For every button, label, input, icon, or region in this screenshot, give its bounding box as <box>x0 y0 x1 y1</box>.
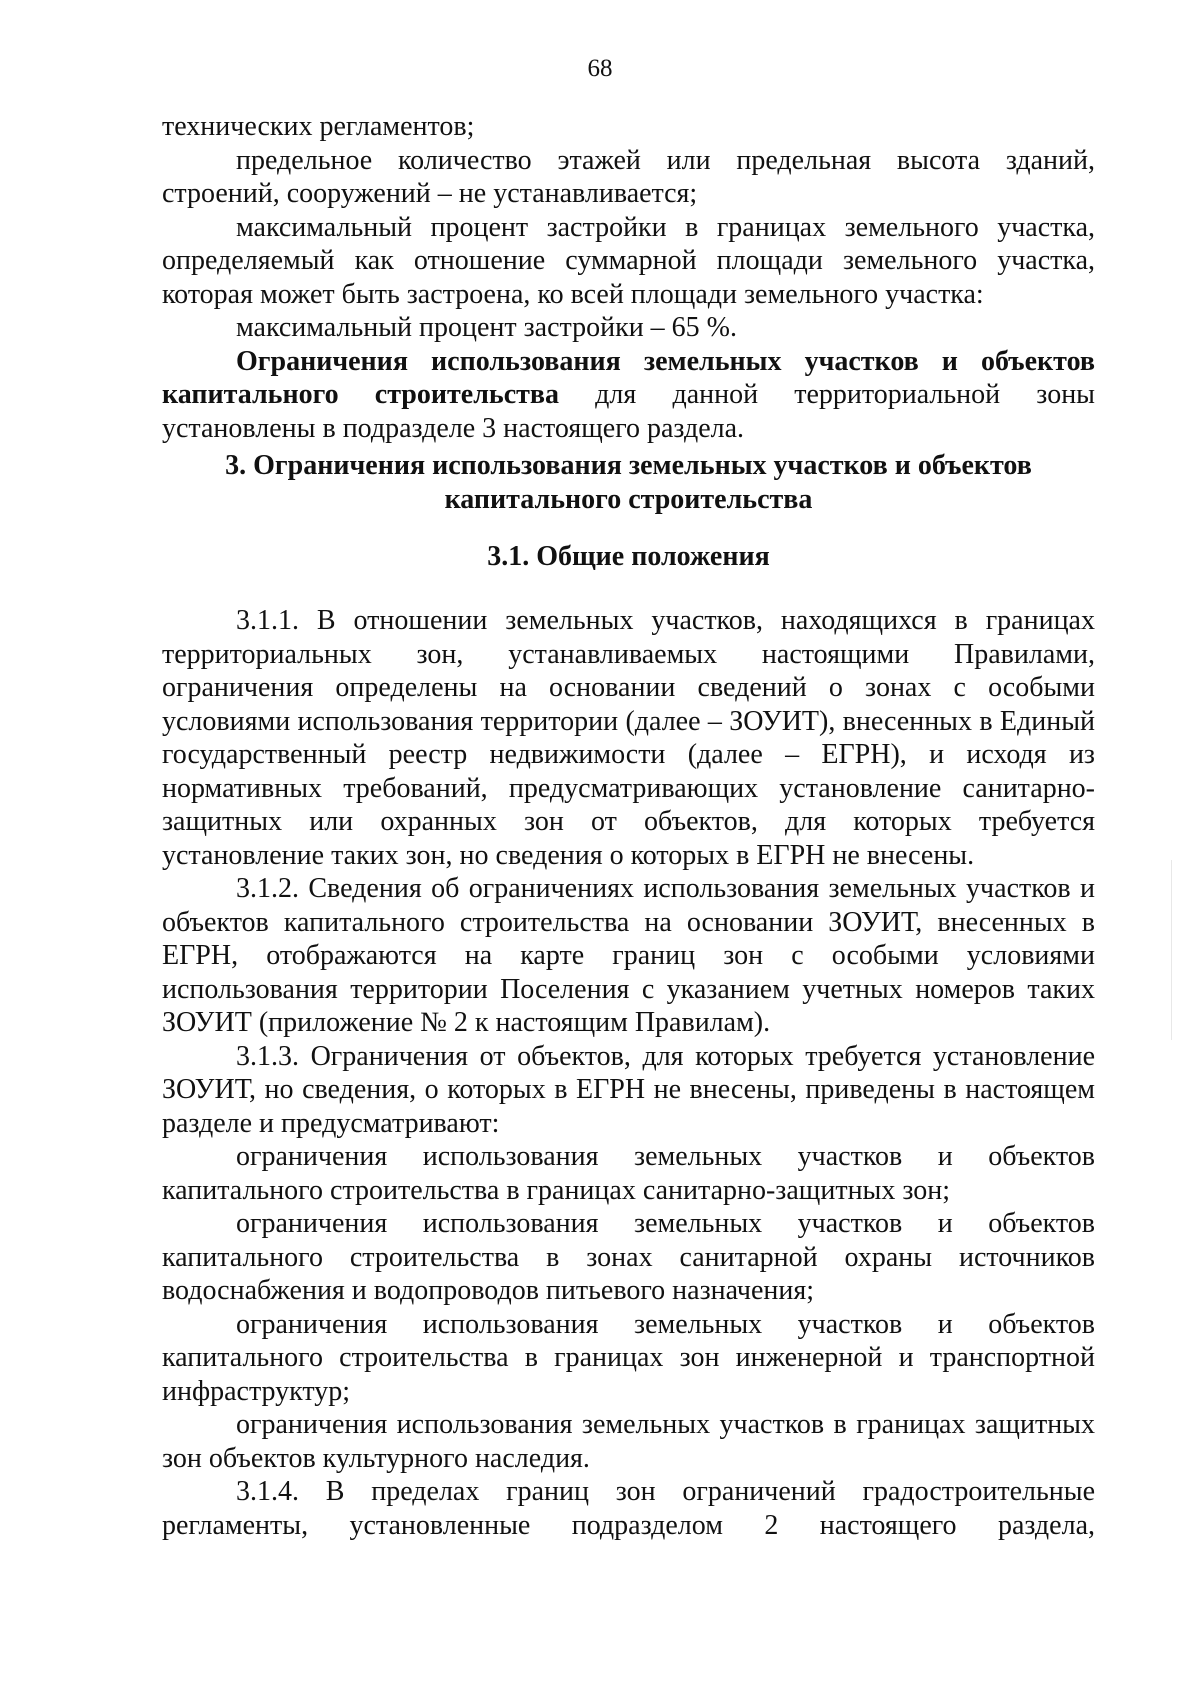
body-text-block <box>162 604 1095 1542</box>
subsection-heading: 3.1. Общие положения <box>487 541 770 572</box>
paragraph: максимальный процент застройки в границах земельного участка, определяемый как отношение суммарной площади земельного участка, которая может быть застроена, ко всей площади земельного участка: <box>162 211 1095 310</box>
section-heading-line1: 3. Ограничения использования земельных участков и объектов <box>225 450 1032 481</box>
page-number: 68 <box>587 55 613 82</box>
list-item: ограничения использования земельных участков в границах защитных зон объектов культурного наследия. <box>162 1409 1095 1474</box>
list-item: ограничения использования земельных участков и объектов капитального строительства в границах зон инженерной и транспортной инфраструктур; <box>162 1308 1095 1407</box>
paragraph: предельное количество этажей или предельная высота зданий, строений, сооружений – не устанавливается; <box>162 144 1095 209</box>
paragraph: максимальный процент застройки – 65 %. <box>236 312 738 343</box>
section-heading <box>162 449 1095 516</box>
restriction-bold-text: Ограничения использования земельных участков и объектов капитального строительства <box>162 345 1095 410</box>
paragraph-3-1-3: 3.1.3. Ограничения от объектов, для которых требуется установление ЗОУИТ, но сведения, о которых в ЕГРН не внесены, приведены в настоящем разделе и предусматривают: <box>162 1040 1095 1139</box>
paragraph-3-1-4: 3.1.4. В пределах границ зон ограничений градостроительные регламенты, установленные подразделом 2 настоящего раздела, <box>162 1476 1095 1541</box>
scan-edge-mark <box>1171 860 1172 1040</box>
paragraph-3-1-2: 3.1.2. Сведения об ограничениях использования земельных участков и объектов капитального строительства на основании ЗОУИТ, внесенных в ЕГРН, отображаются на карте границ зон с особыми условиями использования территории Поселения с указанием учетных номеров таких ЗОУИТ (приложение № 2 к настоящим Правилам). <box>162 873 1095 1038</box>
list-item: ограничения использования земельных участков и объектов капитального строительства в зонах санитарной охраны источников водоснабжения и водопроводов питьевого назначения; <box>162 1208 1095 1306</box>
paragraph: технических регламентов; <box>162 111 475 142</box>
restriction-rest-text: для данной территориальной зоны установлены в подразделе 3 настоящего раздела. <box>162 379 1095 444</box>
restriction-paragraph <box>162 345 1095 446</box>
section-heading-line2: капитального строительства <box>444 483 813 515</box>
list-item: ограничения использования земельных участков и объектов капитального строительства в границах санитарно-защитных зон; <box>162 1141 1095 1206</box>
top-text-block <box>162 110 1095 445</box>
paragraph-3-1-1: 3.1.1. В отношении земельных участков, находящихся в границах территориальных зон, устанавливаемых настоящими Правилами, ограничения определены на основании сведений о зонах с особыми условиями использования территории (далее – ЗОУИТ), внесенных в Единый государственный реестр недвижимости (далее – ЕГРН), и исходя из нормативных требований, предусматривающих установление санитарно-защитных или охранных зон от объектов, для которых требуется установление таких зон, но сведения о которых в ЕГРН не внесены. <box>162 605 1095 871</box>
